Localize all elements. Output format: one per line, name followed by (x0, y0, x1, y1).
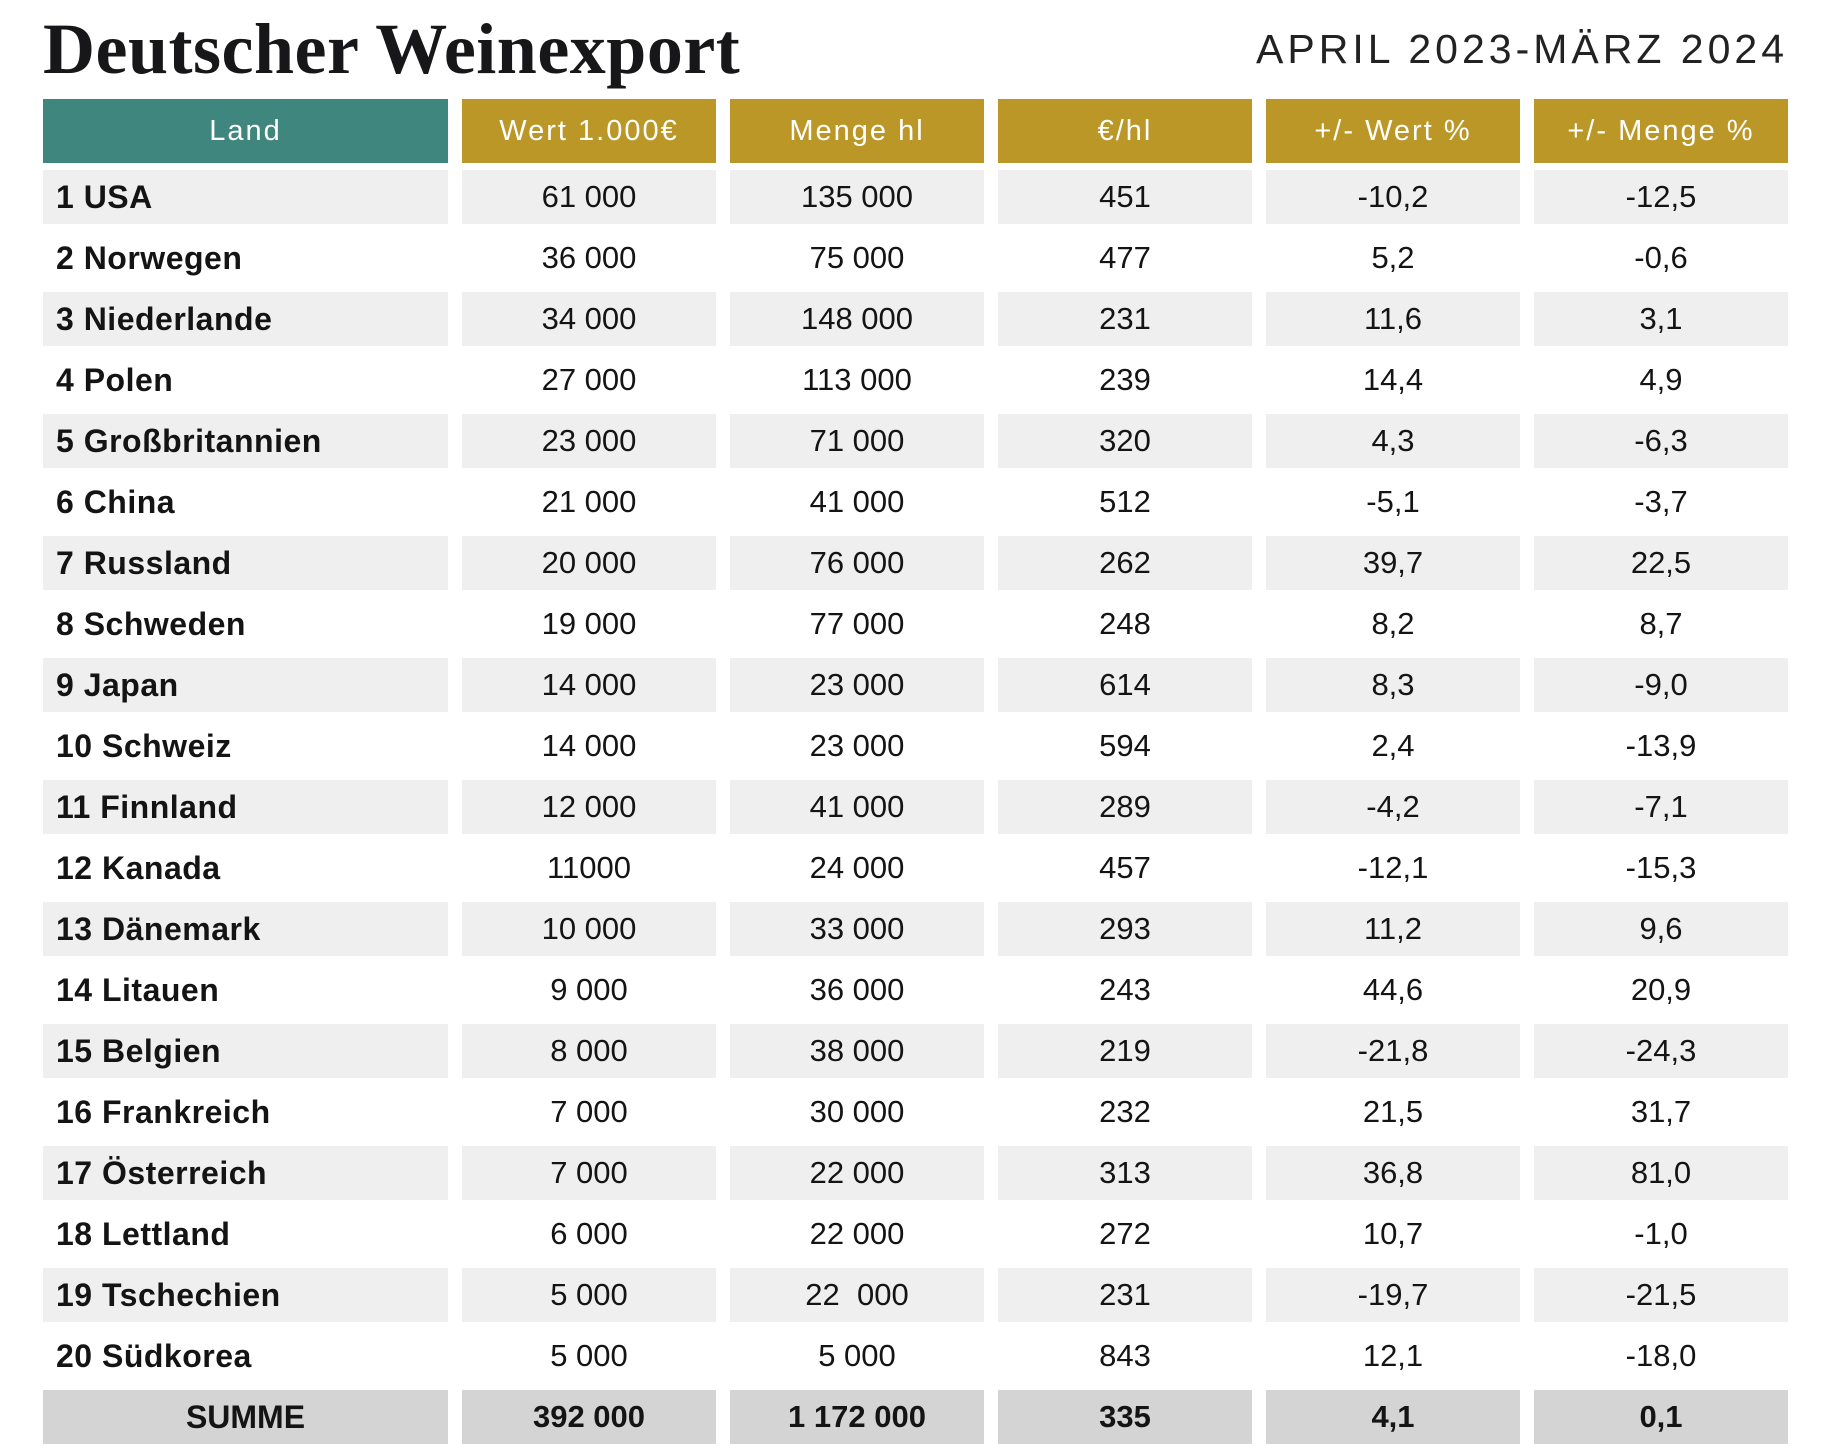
cell-value: 113 000 (730, 353, 984, 407)
cell-value: 22,5 (1534, 536, 1788, 590)
cell-value: 12 000 (462, 780, 716, 834)
cell-value: 9,6 (1534, 902, 1788, 956)
cell-land: 8 Schweden (43, 597, 448, 651)
cell-value: 41 000 (730, 780, 984, 834)
cell-value: 243 (998, 963, 1252, 1017)
cell-value: 14 000 (462, 658, 716, 712)
cell-value: 477 (998, 231, 1252, 285)
cell-value: -19,7 (1266, 1268, 1520, 1322)
cell-value: 20,9 (1534, 963, 1788, 1017)
cell-value: 8,3 (1266, 658, 1520, 712)
cell-value: 8,2 (1266, 597, 1520, 651)
cell-land: 18 Lettland (43, 1207, 448, 1261)
cell-value: 10 000 (462, 902, 716, 956)
cell-value: 27 000 (462, 353, 716, 407)
cell-land: 5 Großbritannien (43, 414, 448, 468)
cell-value: 11000 (462, 841, 716, 895)
cell-land: 6 China (43, 475, 448, 529)
summary-value: 4,1 (1266, 1390, 1520, 1444)
cell-value: 30 000 (730, 1085, 984, 1139)
cell-value: 5 000 (462, 1268, 716, 1322)
cell-value: 594 (998, 719, 1252, 773)
cell-value: 2,4 (1266, 719, 1520, 773)
cell-value: 75 000 (730, 231, 984, 285)
column-header-menge: Menge hl (730, 99, 984, 163)
cell-value: 44,6 (1266, 963, 1520, 1017)
cell-value: 5 000 (462, 1329, 716, 1383)
cell-land: 17 Österreich (43, 1146, 448, 1200)
cell-value: 12,1 (1266, 1329, 1520, 1383)
cell-value: 5,2 (1266, 231, 1520, 285)
cell-value: 19 000 (462, 597, 716, 651)
column-header-land: Land (43, 99, 448, 163)
cell-value: 21,5 (1266, 1085, 1520, 1139)
cell-value: 4,9 (1534, 353, 1788, 407)
cell-value: 22 000 (730, 1207, 984, 1261)
cell-value: 76 000 (730, 536, 984, 590)
cell-value: 36 000 (462, 231, 716, 285)
cell-land: 20 Südkorea (43, 1329, 448, 1383)
cell-value: -12,1 (1266, 841, 1520, 895)
cell-value: -24,3 (1534, 1024, 1788, 1078)
cell-value: 61 000 (462, 170, 716, 224)
cell-value: -21,8 (1266, 1024, 1520, 1078)
cell-value: 843 (998, 1329, 1252, 1383)
cell-land: 3 Niederlande (43, 292, 448, 346)
cell-value: 219 (998, 1024, 1252, 1078)
cell-value: 11,6 (1266, 292, 1520, 346)
header (43, 4, 1788, 94)
cell-value: 313 (998, 1146, 1252, 1200)
cell-value: 4,3 (1266, 414, 1520, 468)
cell-value: 320 (998, 414, 1252, 468)
cell-land: 10 Schweiz (43, 719, 448, 773)
cell-value: 81,0 (1534, 1146, 1788, 1200)
cell-value: 6 000 (462, 1207, 716, 1261)
cell-value: 10,7 (1266, 1207, 1520, 1261)
summary-value: 335 (998, 1390, 1252, 1444)
column-header-menge-pct: +/- Menge % (1534, 99, 1788, 163)
cell-land: 11 Finnland (43, 780, 448, 834)
cell-value: 614 (998, 658, 1252, 712)
wine-export-table (43, 99, 1788, 1444)
cell-value: -1,0 (1534, 1207, 1788, 1261)
cell-value: -18,0 (1534, 1329, 1788, 1383)
cell-value: 272 (998, 1207, 1252, 1261)
cell-value: 231 (998, 1268, 1252, 1322)
cell-value: 239 (998, 353, 1252, 407)
cell-value: -0,6 (1534, 231, 1788, 285)
cell-value: 293 (998, 902, 1252, 956)
cell-value: -6,3 (1534, 414, 1788, 468)
cell-value: 31,7 (1534, 1085, 1788, 1139)
cell-value: 262 (998, 536, 1252, 590)
cell-land: 1 USA (43, 170, 448, 224)
cell-value: -4,2 (1266, 780, 1520, 834)
cell-value: 22 000 (730, 1146, 984, 1200)
column-header-wert-pct: +/- Wert % (1266, 99, 1520, 163)
cell-land: 13 Dänemark (43, 902, 448, 956)
cell-value: 20 000 (462, 536, 716, 590)
page-title: Deutscher Weinexport (43, 9, 741, 89)
cell-value: -13,9 (1534, 719, 1788, 773)
cell-value: 23 000 (730, 719, 984, 773)
cell-land: 15 Belgien (43, 1024, 448, 1078)
cell-value: 451 (998, 170, 1252, 224)
cell-value: 21 000 (462, 475, 716, 529)
cell-land: 7 Russland (43, 536, 448, 590)
cell-value: -3,7 (1534, 475, 1788, 529)
cell-value: 39,7 (1266, 536, 1520, 590)
cell-value: 38 000 (730, 1024, 984, 1078)
cell-value: 9 000 (462, 963, 716, 1017)
cell-value: 22 000 (730, 1268, 984, 1322)
cell-land: 16 Frankreich (43, 1085, 448, 1139)
cell-land: 2 Norwegen (43, 231, 448, 285)
cell-value: 248 (998, 597, 1252, 651)
cell-value: 14 000 (462, 719, 716, 773)
cell-value: 36,8 (1266, 1146, 1520, 1200)
cell-value: 8,7 (1534, 597, 1788, 651)
cell-value: -15,3 (1534, 841, 1788, 895)
cell-land: 19 Tschechien (43, 1268, 448, 1322)
cell-value: 33 000 (730, 902, 984, 956)
cell-value: 34 000 (462, 292, 716, 346)
cell-value: 11,2 (1266, 902, 1520, 956)
cell-value: 71 000 (730, 414, 984, 468)
period-label: APRIL 2023-MÄRZ 2024 (1256, 25, 1788, 72)
cell-value: 24 000 (730, 841, 984, 895)
cell-value: -7,1 (1534, 780, 1788, 834)
cell-value: 36 000 (730, 963, 984, 1017)
cell-land: 4 Polen (43, 353, 448, 407)
cell-value: -9,0 (1534, 658, 1788, 712)
cell-value: 289 (998, 780, 1252, 834)
cell-value: 23 000 (462, 414, 716, 468)
column-header-wert: Wert 1.000€ (462, 99, 716, 163)
cell-value: 5 000 (730, 1329, 984, 1383)
cell-land: 9 Japan (43, 658, 448, 712)
summary-value: 392 000 (462, 1390, 716, 1444)
summary-value: 0,1 (1534, 1390, 1788, 1444)
summary-value: 1 172 000 (730, 1390, 984, 1444)
cell-value: 41 000 (730, 475, 984, 529)
cell-value: 14,4 (1266, 353, 1520, 407)
cell-value: 8 000 (462, 1024, 716, 1078)
cell-value: 23 000 (730, 658, 984, 712)
cell-value: 7 000 (462, 1085, 716, 1139)
summary-label: SUMME (43, 1390, 448, 1444)
cell-value: -10,2 (1266, 170, 1520, 224)
cell-value: -5,1 (1266, 475, 1520, 529)
cell-value: 231 (998, 292, 1252, 346)
cell-land: 12 Kanada (43, 841, 448, 895)
cell-value: -21,5 (1534, 1268, 1788, 1322)
cell-value: 77 000 (730, 597, 984, 651)
cell-value: 3,1 (1534, 292, 1788, 346)
cell-land: 14 Litauen (43, 963, 448, 1017)
cell-value: -12,5 (1534, 170, 1788, 224)
cell-value: 232 (998, 1085, 1252, 1139)
cell-value: 135 000 (730, 170, 984, 224)
cell-value: 148 000 (730, 292, 984, 346)
column-header-eur-hl: €/hl (998, 99, 1252, 163)
cell-value: 7 000 (462, 1146, 716, 1200)
cell-value: 457 (998, 841, 1252, 895)
cell-value: 512 (998, 475, 1252, 529)
